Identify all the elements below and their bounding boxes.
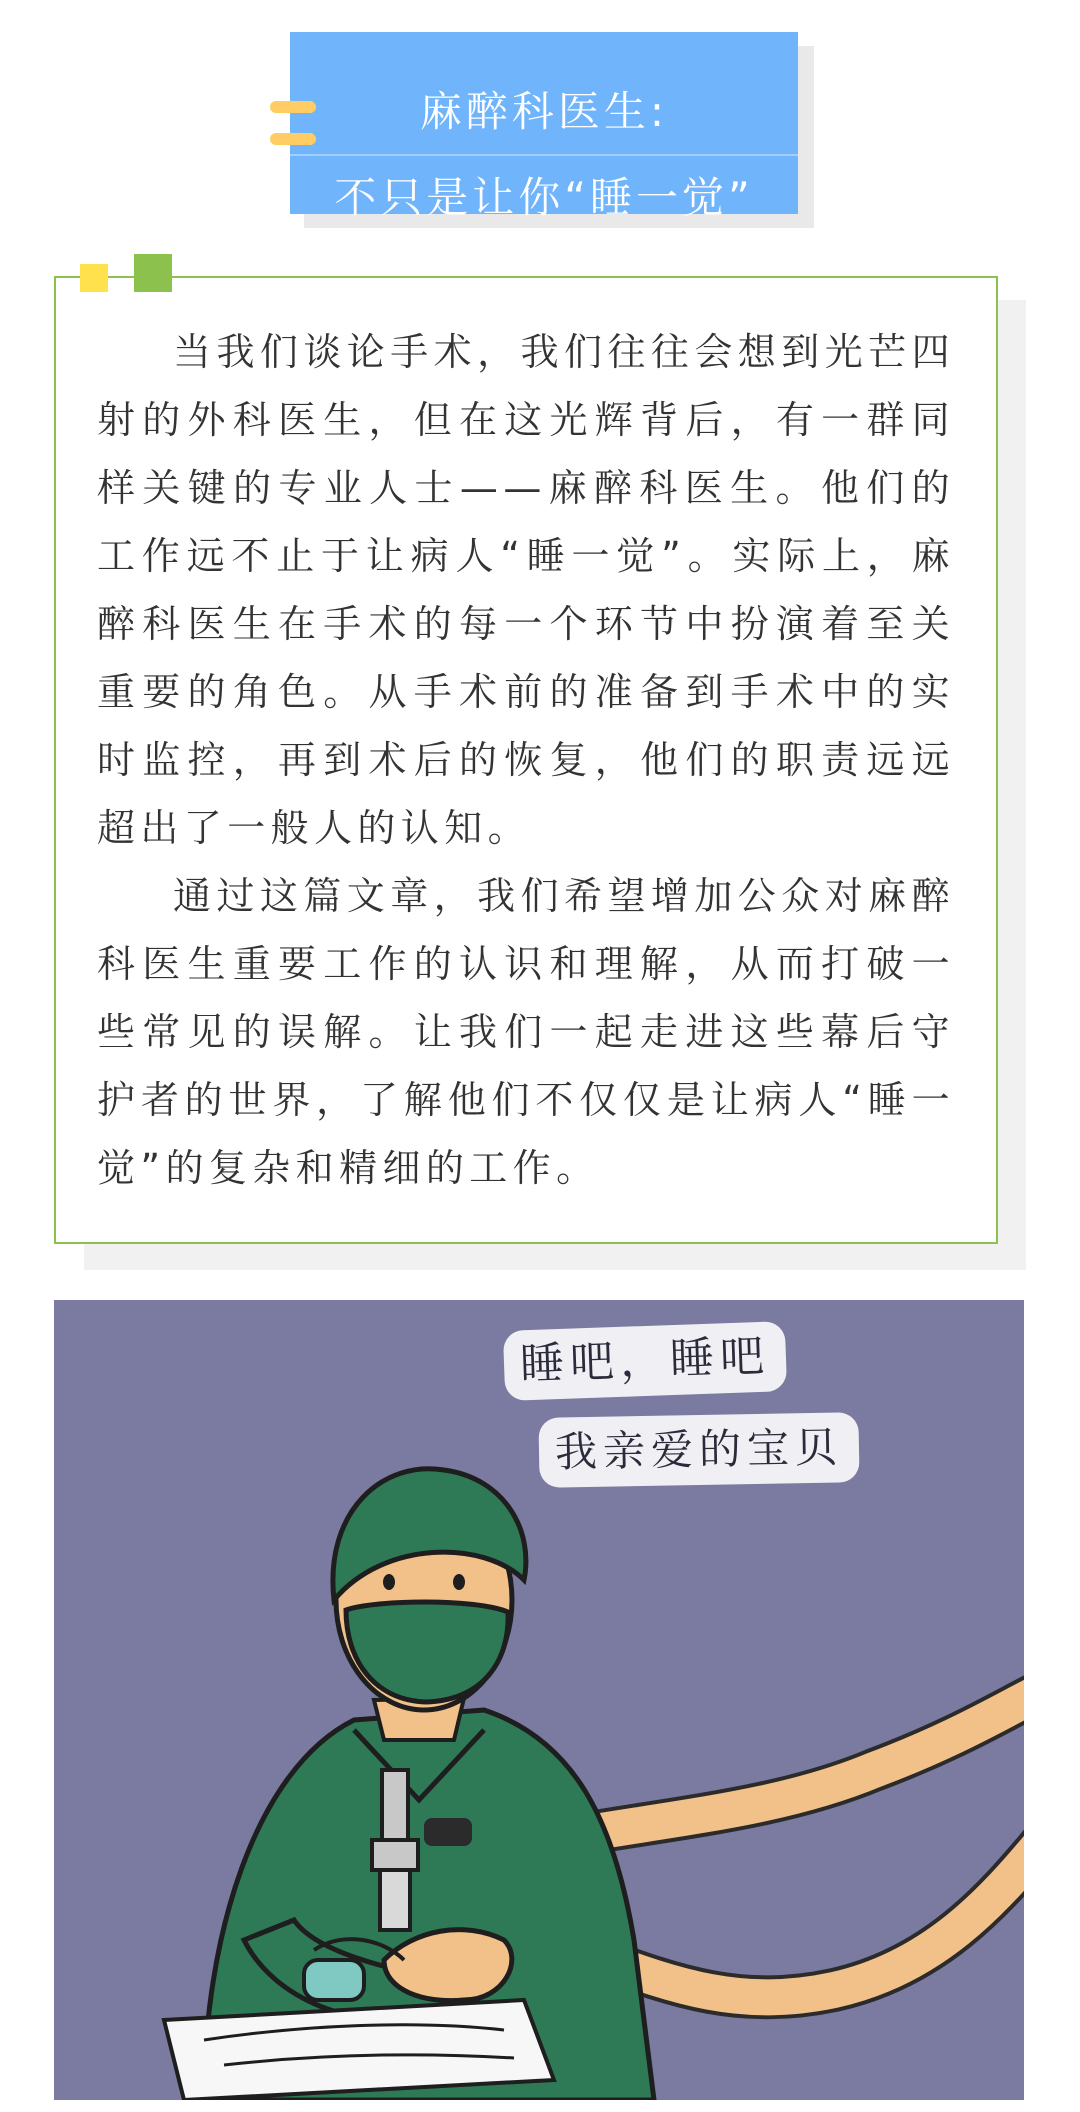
title-divider [290,154,798,156]
caption-line-1: 睡吧，睡吧 [503,1321,787,1401]
article-text [97,318,955,1202]
decor-pill-bottom [270,133,316,145]
paragraph-2: 通过这篇文章，我们希望增加公众对麻醉科医生重要工作的认识和理解，从而打破一些常见的误解。让我们一起走进这些幕后守护者的世界，了解他们不仅仅是让病人“睡一觉”的复杂和精细的工作。 [97,874,955,1190]
illustration-drawing [54,1300,1024,2100]
title-line-1: 麻醉科医生: [419,87,669,136]
decor-square-yellow [80,264,108,292]
decor-square-green [134,254,172,292]
caption-line-2: 我亲爱的宝贝 [538,1412,859,1488]
surgical-drape [164,2000,554,2100]
anesthesiologist-illustration [54,1300,1024,2100]
title-banner [290,32,798,222]
title-line-2: 不只是让你“睡一觉” [334,173,754,222]
anesthesia-machine [382,1770,408,1840]
paragraph-1: 当我们谈论手术，我们往往会想到光芒四射的外科医生，但在这光辉背后，有一群同样关键的专业人士——麻醉科医生。他们的工作远不止于让病人“睡一觉”。实际上，麻醉科医生在手术的每一个环节中扮演着至关重要的角色。从手术前的准备到手术中的实时监控，再到术后的恢复，他们的职责远远超出了一般人的认知。 [97,330,955,850]
decor-pill-top [270,101,316,113]
eye-left [383,1574,395,1590]
eye-right [453,1574,465,1590]
